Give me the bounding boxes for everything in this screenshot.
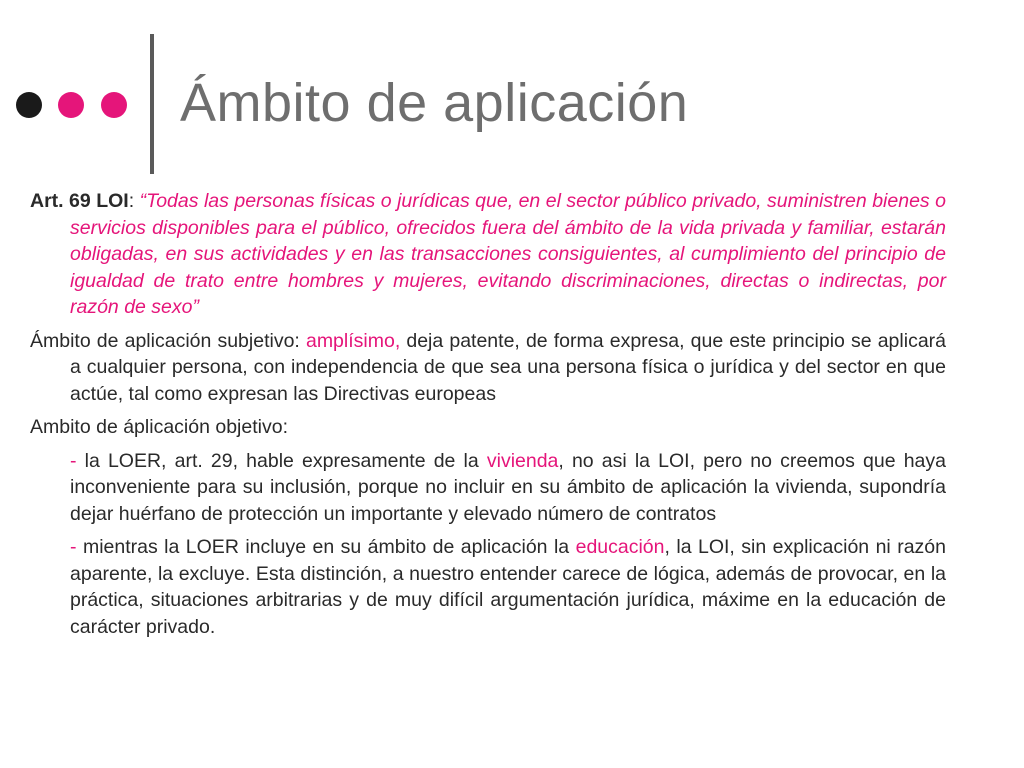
objective-scope-label: Ambito de áplicación objetivo:	[30, 416, 288, 438]
point-text-before: la LOER, art. 29, hable expresamente de la	[84, 449, 487, 472]
point-text-after: , no asi la LOI, pero no creemos que haya inconveniente para su inclusión, porque no incluir en su ámbito de aplicación la vivienda, supondría dejar huérfano de protección un importante y elevado número de contratos	[70, 449, 946, 525]
decorative-dots	[0, 92, 140, 122]
article-reference: Art. 69 LOI	[30, 190, 129, 212]
slide-body	[30, 188, 946, 647]
point-highlight-housing: vivienda	[486, 449, 559, 472]
article-paragraph	[30, 188, 946, 321]
objective-point-housing	[30, 448, 946, 528]
black-dot-icon	[16, 92, 42, 118]
title-divider-line	[150, 34, 154, 174]
slide-title: Ámbito de aplicación	[180, 73, 689, 133]
point-highlight-education: educación	[575, 536, 665, 558]
article-quote: “Todas las personas físicas o jurídicas que, en el sector público privado, suministren bienes o servicios disponibles para el público, ofrecidos fuera del ámbito de la vida privada y familiar, estarán obligadas, en sus actividades y en las transacciones consiguientes, al cumplimiento del principio de igualdad de trato entre hombres y mujeres, evitando discriminaciones, directas o indirectas, por razón de sexo”	[70, 190, 946, 318]
article-separator: :	[128, 190, 140, 212]
subjective-scope-label: Ámbito de aplicación subjetivo:	[30, 329, 306, 352]
objective-point-education	[30, 534, 946, 640]
pink-dot-icon	[101, 92, 127, 118]
objective-scope-heading	[30, 414, 946, 441]
point-dash: -	[70, 449, 85, 472]
point-dash: -	[70, 536, 83, 558]
pink-dot-icon	[58, 92, 84, 118]
point-text-after: , la LOI, sin explicación ni razón aparente, la excluye. Esta distinción, a nuestro entender carece de lógica, además de provocar, en la práctica, situaciones arbitrarias y de muy difícil argumentación jurídica, máxime en la educación de carácter privado.	[70, 536, 946, 638]
subjective-scope-highlight: amplísimo,	[305, 329, 401, 352]
subjective-scope-paragraph	[30, 328, 946, 408]
point-text-before: mientras la LOER incluye en su ámbito de aplicación la	[82, 536, 576, 558]
subjective-scope-text: deja patente, de forma expresa, que este principio se aplicará a cualquier persona, con independencia de que sea una persona física o jurídica y del sector en que actúe, tal como expresan las Directivas europeas	[70, 329, 947, 405]
